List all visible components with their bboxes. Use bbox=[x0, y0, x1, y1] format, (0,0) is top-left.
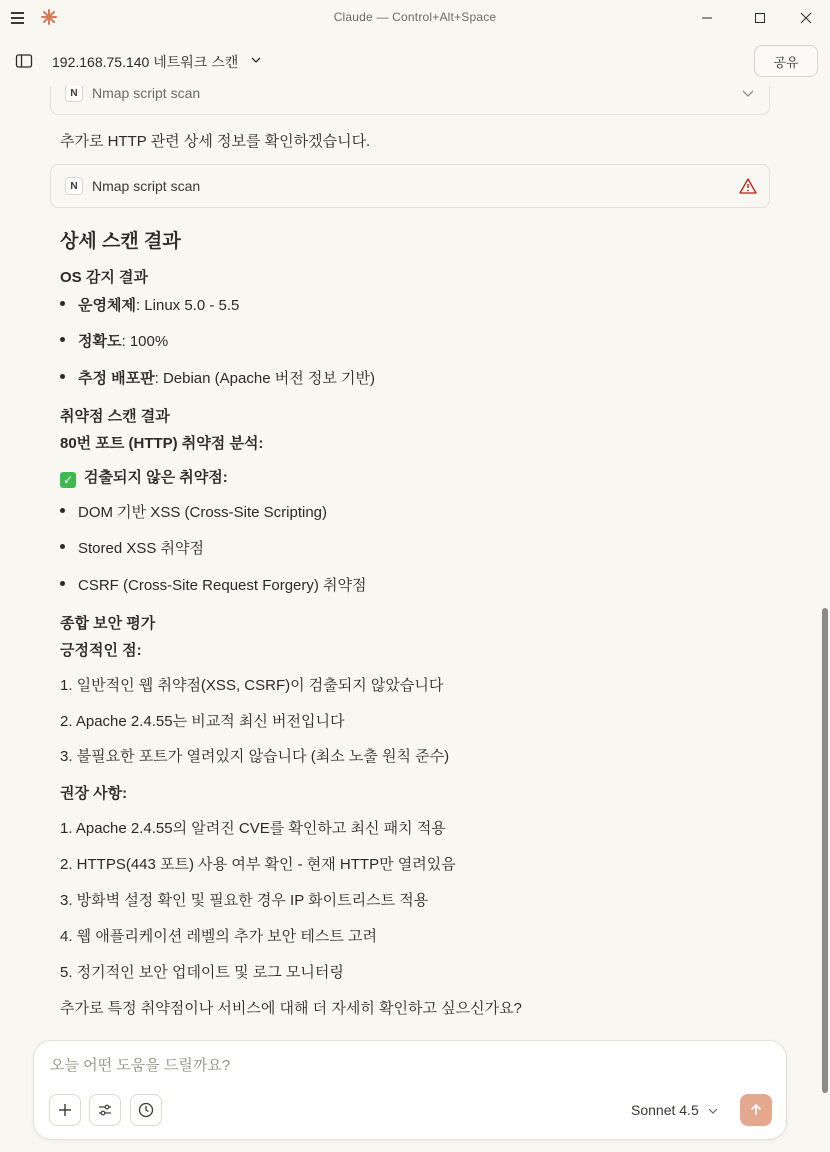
sliders-icon bbox=[97, 1102, 113, 1118]
chat-area bbox=[0, 86, 818, 1036]
list-item: CSRF (Cross-Site Request Forgery) 취약점 bbox=[78, 577, 367, 594]
tool-name: Nmap script scan bbox=[92, 86, 201, 101]
subsection-heading: 80번 포트 (HTTP) 취약점 분석: bbox=[60, 435, 264, 452]
list-item: 운영체제: Linux 5.0 - 5.5 bbox=[78, 297, 240, 314]
composer bbox=[33, 1040, 787, 1140]
maximize-icon[interactable] bbox=[748, 6, 772, 30]
minimize-icon[interactable] bbox=[695, 6, 719, 30]
subsection-heading: 권장 사항: bbox=[60, 785, 128, 802]
subsection-heading: OS 감지 결과 bbox=[60, 269, 148, 286]
list-item: 4. 웹 애플리케이션 레벨의 추가 보안 테스트 고려 bbox=[60, 928, 377, 945]
subsection-heading: 긍정적인 점: bbox=[60, 642, 142, 659]
chevron-down-icon[interactable] bbox=[739, 86, 757, 102]
add-button[interactable] bbox=[49, 1094, 81, 1126]
bullet bbox=[60, 301, 65, 306]
clock-icon bbox=[137, 1101, 155, 1119]
scrollbar[interactable] bbox=[820, 86, 830, 1096]
chevron-down-icon[interactable] bbox=[707, 1104, 719, 1116]
model-selector[interactable]: Sonnet 4.5 bbox=[631, 1102, 699, 1118]
chevron-down-icon[interactable] bbox=[249, 53, 263, 67]
subsection-heading: ✓ 검출되지 않은 취약점: bbox=[60, 466, 228, 488]
list-item: 2. HTTPS(443 포트) 사용 여부 확인 - 현재 HTTP만 열려있음 bbox=[60, 856, 456, 873]
conversation-header bbox=[0, 36, 830, 86]
section-heading: 상세 스캔 결과 bbox=[60, 231, 181, 252]
conversation-title[interactable]: 192.168.75.140 네트워크 스캔 bbox=[52, 54, 239, 70]
list-item: 정확도: 100% bbox=[78, 333, 169, 350]
list-item: Stored XSS 취약점 bbox=[78, 540, 205, 557]
scrollbar-thumb[interactable] bbox=[822, 608, 828, 1093]
list-item: 3. 불필요한 포트가 열려있지 않습니다 (최소 노출 원칙 준수) bbox=[60, 748, 450, 765]
share-button[interactable]: 공유 bbox=[754, 45, 818, 77]
tool-badge: N bbox=[65, 177, 83, 195]
tool-badge: N bbox=[65, 86, 83, 102]
close-icon[interactable] bbox=[794, 6, 818, 30]
list-item: 1. Apache 2.4.55의 알려진 CVE를 확인하고 최신 패치 적용 bbox=[60, 820, 446, 837]
subsection-heading: 종합 보안 평가 bbox=[60, 615, 156, 632]
list-item: 2. Apache 2.4.55는 비교적 최신 버전입니다 bbox=[60, 713, 345, 730]
bullet bbox=[60, 544, 65, 549]
assistant-text: 추가로 특정 취약점이나 서비스에 대해 더 자세히 확인하고 싶으신가요? bbox=[60, 1000, 522, 1017]
bullet bbox=[60, 581, 65, 586]
tool-call-card[interactable] bbox=[50, 86, 770, 115]
subsection-heading: 취약점 스캔 결과 bbox=[60, 408, 170, 425]
bullet bbox=[60, 508, 65, 513]
send-button[interactable] bbox=[740, 1094, 772, 1126]
plus-icon bbox=[57, 1102, 73, 1118]
title-bar bbox=[0, 0, 830, 36]
bullet bbox=[60, 374, 65, 379]
tool-call-card[interactable] bbox=[50, 164, 770, 208]
sidebar-toggle-icon[interactable] bbox=[14, 51, 34, 71]
tool-name: Nmap script scan bbox=[92, 178, 201, 194]
list-item: 3. 방화벽 설정 확인 및 필요한 경우 IP 화이트리스트 적용 bbox=[60, 892, 429, 909]
warning-triangle-icon bbox=[739, 177, 757, 195]
tools-button[interactable] bbox=[89, 1094, 121, 1126]
assistant-text: 추가로 HTTP 관련 상세 정보를 확인하겠습니다. bbox=[60, 133, 371, 150]
list-item: 1. 일반적인 웹 취약점(XSS, CSRF)이 검출되지 않았습니다 bbox=[60, 677, 444, 694]
list-item: 5. 정기적인 보안 업데이트 및 로그 모니터링 bbox=[60, 964, 344, 981]
history-button[interactable] bbox=[130, 1094, 162, 1126]
list-item: 추정 배포판: Debian (Apache 버전 정보 기반) bbox=[78, 370, 375, 387]
list-item: DOM 기반 XSS (Cross-Site Scripting) bbox=[78, 504, 328, 521]
window-title: Claude — Control+Alt+Space bbox=[333, 10, 497, 24]
prompt-input[interactable] bbox=[50, 1057, 750, 1074]
bullet bbox=[60, 337, 65, 342]
arrow-up-icon bbox=[748, 1102, 764, 1118]
check-icon: ✓ bbox=[60, 472, 76, 488]
